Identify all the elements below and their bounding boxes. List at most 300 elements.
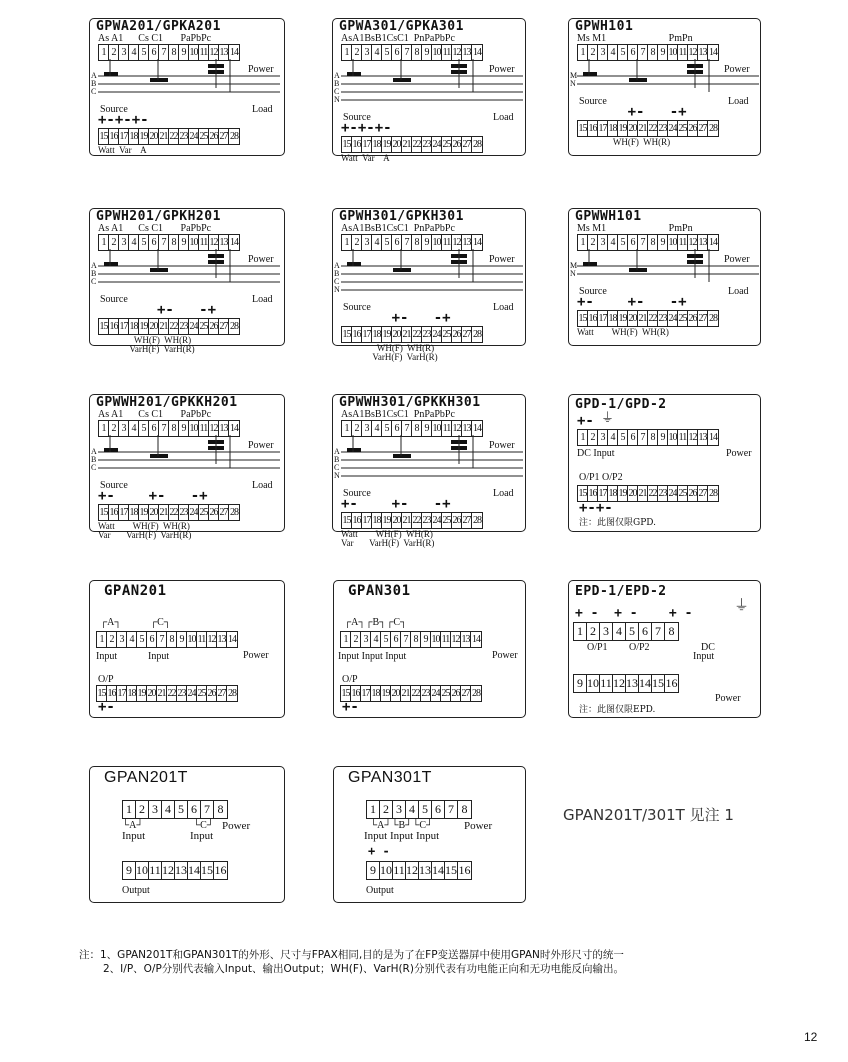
terminal-strip-bottom [341,136,483,153]
terminal-number: 18 [371,688,380,699]
terminal-number: 10 [668,432,677,443]
terminal-number: 22 [169,321,178,332]
terminal-number: 3 [598,235,608,250]
terminal-number: 8 [648,45,658,60]
terminal-number: 1 [123,801,136,818]
load-label: Load [493,112,514,123]
terminal-number: 11 [600,676,612,690]
terminal-number: 13 [217,634,226,645]
terminal-number: 9 [658,45,668,60]
terminal-number: 15 [578,123,587,134]
terminal-number: 10 [136,863,148,877]
phase-labels: A B C [91,261,97,286]
terminal-number: 3 [361,632,371,647]
terminal-number: 2 [588,430,598,445]
terminal-number: 6 [391,632,401,647]
top-terminal-labels: AsA1BsB1CsC1 PnPaPbPc [341,223,455,234]
terminal-number: 12 [209,237,218,248]
terminal-number: 22 [167,688,176,699]
terminal-number: 23 [658,488,667,499]
source-label: Source [579,96,607,107]
phase-labels: A B C [91,71,97,96]
terminal-number: 16 [352,139,361,150]
terminal-number: 16 [352,515,361,526]
output-labels: Watt WH(F) WH(R) [98,521,190,531]
output-labels: Watt Var A [98,145,147,155]
terminal-number: 5 [175,801,188,818]
terminal-number: 7 [402,45,412,60]
terminal-number: 1 [578,430,588,445]
terminal-strip-bottom [577,310,719,327]
terminal-number: 25 [199,507,208,518]
terminal-number: 10 [432,47,441,58]
terminal-number: 11 [199,237,208,248]
dc-input-label: DC Input [577,448,615,459]
polarity-signs: + - + - + - [575,606,693,621]
terminal-number: 20 [392,515,401,526]
terminal-number: 11 [149,863,161,877]
terminal-number: 7 [401,632,411,647]
terminal-number: 3 [117,632,127,647]
terminal-number: 3 [119,45,129,60]
terminal-number: 21 [159,321,168,332]
terminal-number: 28 [709,123,717,134]
terminal-number: 3 [119,235,129,250]
terminal-number: 16 [588,313,597,324]
terminal-number: 24 [187,688,196,699]
terminal-number: 2 [352,45,362,60]
terminal-number: 4 [127,632,137,647]
phase-labels: A B C N [334,71,340,104]
terminal-number: 15 [652,676,664,690]
terminal-number: 28 [228,688,236,699]
terminal-number: 26 [688,313,697,324]
terminal-number: 20 [391,688,400,699]
terminal-number: 3 [362,421,372,436]
terminal-number: 22 [411,688,420,699]
terminal-strip-bottom [577,120,719,137]
terminal-number: 13 [175,863,187,877]
terminal-number: 26 [209,507,218,518]
terminal-number: 26 [452,329,461,340]
terminal-number: 18 [127,688,136,699]
terminal-number: 6 [432,801,445,818]
phase-labels: A B C [91,447,97,472]
terminal-number: 4 [406,801,419,818]
terminal-number: 6 [392,235,402,250]
terminal-number: 12 [451,634,460,645]
terminal-number: 2 [588,45,598,60]
power-label: Power [222,820,251,832]
terminal-strip-top [122,800,228,819]
terminal-number: 12 [688,237,697,248]
terminal-number: 27 [217,688,226,699]
terminal-number: 1 [342,421,352,436]
terminal-number: 27 [462,515,471,526]
terminal-number: 25 [442,515,451,526]
terminal-number: 12 [452,237,461,248]
terminal-number: 13 [698,47,707,58]
terminal-number: 19 [381,688,390,699]
bracket-a: └A┘ [122,820,144,831]
terminal-number: 13 [461,634,470,645]
power-label: Power [464,820,493,832]
terminal-number: 5 [139,45,149,60]
polarity-signs: +-+-+- [341,120,392,136]
terminal-number: 1 [367,801,380,818]
terminal-number: 11 [197,634,206,645]
terminal-number: 3 [362,235,372,250]
phase-labels: M N [570,261,578,278]
terminal-number: 28 [473,515,481,526]
terminal-number: 8 [412,235,422,250]
polarity-signs: +- -+ [98,302,217,318]
terminal-number: 26 [209,321,218,332]
terminal-number: 17 [598,313,607,324]
terminal-number: 8 [412,45,422,60]
terminal-number: 5 [419,801,432,818]
output-labels: Watt WH(F) WH(R) [341,529,433,539]
input-labels: Input Input Input [338,651,407,662]
terminal-number: 28 [709,313,717,324]
terminal-number: 28 [473,139,481,150]
terminal-number: 1 [578,235,588,250]
terminal-number: 18 [608,123,617,134]
terminal-number: 19 [382,139,391,150]
terminal-number: 25 [442,329,451,340]
terminal-number: 27 [462,329,471,340]
terminal-number: 3 [149,801,162,818]
terminal-number: 24 [189,507,198,518]
side-note: GPAN201T/301T 见注 1 [563,806,734,824]
terminal-number: 4 [372,45,382,60]
output-signs: +- [342,699,359,715]
terminal-number: 14 [473,237,481,248]
terminal-number: 12 [452,423,461,434]
panel-title: GPWH101 [575,19,634,34]
terminal-number: 10 [187,634,196,645]
terminal-strip-bottom [122,861,228,880]
terminal-number: 5 [381,632,391,647]
terminal-number: 6 [149,45,159,60]
terminal-strip-bottom [340,685,482,702]
output-signs: +- [98,699,115,715]
terminal-number: 15 [97,688,106,699]
terminal-number: 13 [462,423,471,434]
terminal-number: 24 [431,688,440,699]
terminal-number: 12 [406,863,418,877]
terminal-number: 20 [392,329,401,340]
terminal-number: 9 [658,430,668,445]
epd-note: 注：此图仅限EPD. [579,705,656,715]
load-label: Load [252,294,273,305]
terminal-number: 22 [169,131,178,142]
terminal-number: 6 [639,623,652,640]
terminal-number: 13 [219,237,228,248]
terminal-number: 11 [442,237,451,248]
terminal-number: 20 [628,313,637,324]
output-labels-extra: Var VarH(F) VarH(R) [98,530,192,540]
terminal-number: 11 [678,432,687,443]
terminal-number: 7 [157,632,167,647]
load-label: Load [252,104,273,115]
terminal-number: 15 [342,139,351,150]
terminal-number: 12 [209,423,218,434]
power-label: Power [492,650,518,661]
ground-icon: ⏚ [601,410,615,425]
terminal-number: 11 [442,47,451,58]
panel-title: GPWWH101 [575,209,642,224]
terminal-number: 9 [367,862,380,879]
terminal-number: 24 [432,515,441,526]
footnote-1: 注：1、GPAN201T和GPAN301T的外形、尺寸与FPAX相同,目的是为了在FP变送器屏中使用GPAN时外形尺寸的统一 [79,949,624,961]
power-label: Power [248,254,274,265]
terminal-number: 25 [678,123,687,134]
panel-title: GPAN201T [104,769,188,786]
terminal-number: 20 [149,321,158,332]
terminal-number: 27 [698,313,707,324]
power-label: Power [489,254,515,265]
terminal-number: 3 [598,430,608,445]
terminal-number: 5 [382,421,392,436]
terminal-number: 9 [179,235,189,250]
terminal-number: 17 [119,131,128,142]
terminal-number: 28 [230,321,238,332]
terminal-number: 11 [442,423,451,434]
input-label-c: Input [190,830,214,842]
terminal-strip-top [96,631,238,648]
terminal-number: 16 [107,688,116,699]
terminal-number: 18 [129,321,138,332]
phase-labels: A B C N [334,447,340,480]
terminal-number: 25 [442,139,451,150]
terminal-number: 19 [382,515,391,526]
panel-title: GPAN201 [104,583,167,599]
terminal-number: 23 [177,688,186,699]
terminal-number: 14 [639,676,651,690]
output-labels: Watt Var A [341,153,390,163]
terminal-number: 9 [422,235,432,250]
terminal-number: 17 [598,488,607,499]
terminal-number: 19 [618,123,627,134]
terminal-number: 3 [598,45,608,60]
terminal-number: 22 [412,139,421,150]
terminal-number: 16 [352,329,361,340]
terminal-number: 9 [658,235,668,250]
terminal-number: 1 [574,623,587,640]
terminal-number: 10 [668,237,677,248]
terminal-number: 17 [361,688,370,699]
terminal-number: 26 [452,139,461,150]
panel-title: GPAN301 [348,583,411,599]
load-label: Load [493,488,514,499]
output-label: O/P [98,674,114,685]
terminal-number: 7 [159,235,169,250]
meter-panel [89,18,285,156]
page-number: 12 [804,1030,818,1044]
power-label: Power [489,64,515,75]
meter-panel [568,18,761,156]
terminal-number: 8 [217,802,224,816]
power-label: Power [489,440,515,451]
output-labels: WH(F) WH(R) [577,137,671,147]
terminal-number: 14 [230,47,238,58]
terminal-number: 16 [351,688,360,699]
terminal-number: 1 [99,45,109,60]
panel-title: GPD-1/GPD-2 [575,397,667,412]
bracket-a: ┌A┐ [100,617,122,628]
terminal-number: 20 [147,688,156,699]
terminal-number: 25 [199,321,208,332]
terminal-number: 27 [461,688,470,699]
terminal-number: 2 [109,45,119,60]
terminal-number: 4 [129,235,139,250]
terminal-number: 17 [362,329,371,340]
meter-panel [568,208,761,346]
terminal-number: 7 [638,45,648,60]
meter-panel [332,394,526,548]
source-label: Source [343,112,371,123]
terminal-number: 5 [139,235,149,250]
terminal-number: 16 [214,863,227,877]
phase-labels: M N [570,71,578,88]
panel-gpan301t [333,766,526,903]
terminal-number: 4 [608,235,618,250]
terminal-strip-bottom [341,326,483,343]
terminal-number: 13 [698,237,707,248]
panel-gpan301 [333,580,526,718]
meter-panel [332,18,526,163]
terminal-number: 23 [658,313,667,324]
terminal-number: 19 [139,321,148,332]
terminal-number: 8 [668,624,675,638]
terminal-number: 23 [179,321,188,332]
terminal-number: 9 [422,421,432,436]
terminal-number: 18 [608,488,617,499]
terminal-number: 7 [402,235,412,250]
terminal-strip-top [577,429,719,446]
terminal-number: 15 [578,488,587,499]
terminal-number: 12 [162,863,174,877]
terminal-strip-bottom [98,318,240,335]
terminal-number: 4 [371,632,381,647]
terminal-number: 14 [188,863,200,877]
terminal-number: 21 [401,688,410,699]
terminal-number: 5 [618,430,628,445]
terminal-number: 15 [578,313,587,324]
source-label: Source [343,488,371,499]
terminal-number: 6 [149,421,159,436]
terminal-number: 6 [392,45,402,60]
terminal-number: 7 [638,430,648,445]
terminal-number: 19 [382,329,391,340]
terminal-number: 1 [578,45,588,60]
terminal-number: 23 [179,507,188,518]
terminal-number: 15 [99,321,108,332]
terminal-number: 23 [658,123,667,134]
terminal-number: 7 [159,45,169,60]
terminal-number: 16 [588,488,597,499]
terminal-number: 23 [179,131,188,142]
terminal-number: 14 [473,423,481,434]
terminal-number: 4 [162,801,175,818]
terminal-number: 22 [412,515,421,526]
terminal-number: 26 [688,488,697,499]
terminal-number: 21 [638,123,647,134]
terminal-number: 6 [188,801,201,818]
output-label: Output [122,885,150,896]
terminal-number: 12 [688,432,697,443]
terminal-number: 20 [628,123,637,134]
output-label: Output [366,885,394,896]
terminal-number: 20 [149,131,158,142]
terminal-number: 11 [199,423,208,434]
terminal-number: 27 [219,131,228,142]
terminal-number: 8 [169,235,179,250]
terminal-number: 28 [472,688,480,699]
panel-title: GPWA301/GPKA301 [339,19,464,34]
bracket-c: └C┘ [193,820,214,831]
terminal-number: 14 [472,634,480,645]
panel-gpan201 [89,580,285,718]
terminal-number: 23 [422,329,431,340]
terminal-number: 13 [698,432,707,443]
terminal-number: 24 [189,321,198,332]
terminal-number: 11 [441,634,450,645]
output-signs: +-+- [579,500,613,516]
terminal-number: 12 [209,47,218,58]
terminal-number: 5 [382,235,392,250]
terminal-strip-bottom [366,861,472,880]
terminal-number: 28 [709,488,717,499]
terminal-number: 16 [665,676,678,690]
terminal-number: 21 [402,139,411,150]
terminal-number: 6 [392,421,402,436]
terminal-number: 10 [668,47,677,58]
terminal-strip-bottom [96,685,238,702]
terminal-number: 9 [179,45,189,60]
terminal-number: 24 [668,123,677,134]
terminal-number: 7 [201,801,214,818]
terminal-number: 19 [618,313,627,324]
panel-title: GPWWH301/GPKKH301 [339,395,481,410]
terminal-number: 18 [372,139,381,150]
terminal-number: 5 [618,45,628,60]
output-label: O/P1 O/P2 [579,472,623,483]
terminal-number: 15 [342,515,351,526]
terminal-number: 20 [149,507,158,518]
source-label: Source [579,286,607,297]
terminal-number: 14 [230,423,238,434]
polarity-signs: +- [577,413,594,429]
terminal-number: 15 [99,507,108,518]
terminal-number: 8 [169,45,179,60]
terminal-number: 18 [129,507,138,518]
terminal-number: 24 [432,329,441,340]
terminal-number: 18 [372,329,381,340]
terminal-number: 16 [109,321,118,332]
terminal-number: 5 [382,45,392,60]
terminal-number: 4 [372,235,382,250]
terminal-number: 15 [341,688,350,699]
terminal-number: 26 [209,131,218,142]
terminal-number: 9 [574,675,587,692]
terminal-number: 2 [587,623,600,640]
terminal-number: 25 [678,313,687,324]
terminal-number: 6 [147,632,157,647]
phase-labels: A B C N [334,261,340,294]
terminal-number: 22 [648,123,657,134]
